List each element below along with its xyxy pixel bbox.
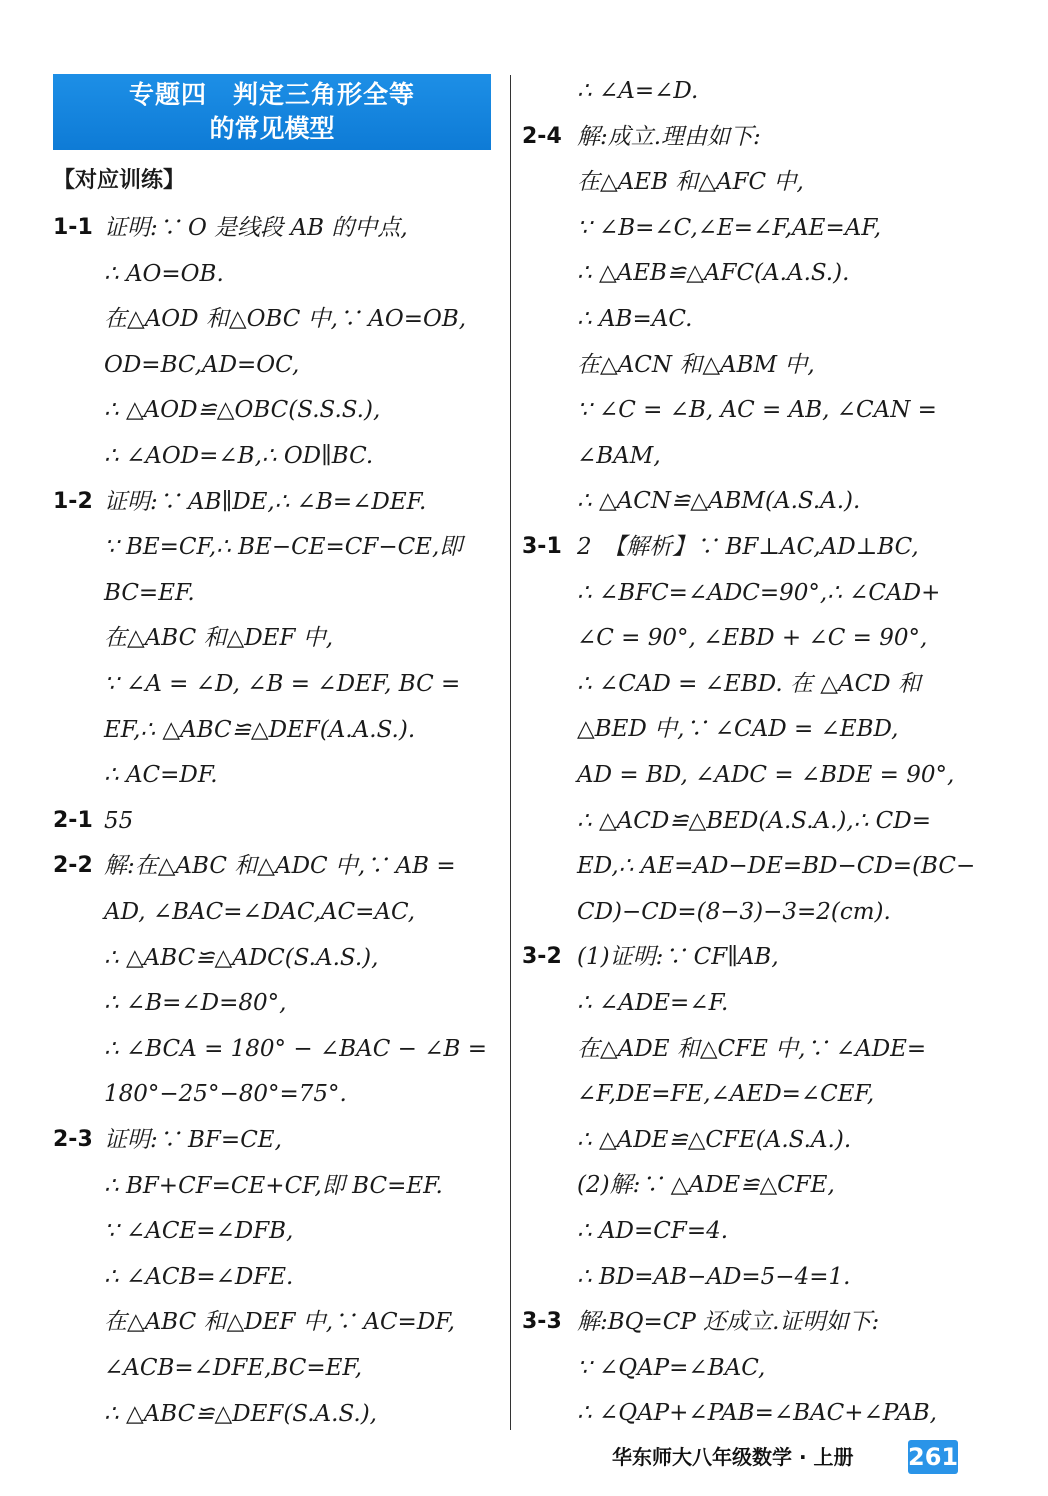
answer-line: 证明:∵ AB∥DE,∴ ∠B=∠DEF. xyxy=(104,488,427,515)
question-number: 3-1 xyxy=(522,534,562,559)
answer-line: ∠ACB=∠DFE,BC=EF, xyxy=(104,1355,363,1381)
answer-line: EF,∴ △ABC≌△DEF(A.A.S.). xyxy=(104,716,416,743)
answer-line: (1)证明:∵ CF∥AB, xyxy=(577,944,779,971)
answer-line: ∴ ∠ACB=∠DFE. xyxy=(104,1263,294,1290)
answer-line: 在△ADE 和△CFE 中,∵ ∠ADE= xyxy=(577,1035,927,1062)
answer-line: ∴ ∠CAD = ∠EBD. 在 △ACD 和 xyxy=(577,670,921,697)
answer-line: ∴ ∠A=∠D. xyxy=(577,78,699,104)
answer-line: 解:在△ABC 和△ADC 中,∵ AB = xyxy=(104,853,456,880)
answer-line: 180°−25°−80°=75°. xyxy=(104,1081,347,1108)
question-number: 1-1 xyxy=(53,215,93,240)
section-heading: 【对应训练】 xyxy=(53,168,186,193)
answer-line: AD = BD, ∠ADC = ∠BDE = 90°, xyxy=(577,762,955,788)
answer-line: ∴ ∠ADE=∠F. xyxy=(577,990,729,1016)
answer-line: 在△AEB 和△AFC 中, xyxy=(577,169,804,196)
answer-line: 2 【解析】∵ BF⊥AC,AD⊥BC, xyxy=(577,534,919,560)
answer-line: 解:BQ=CP 还成立.证明如下: xyxy=(577,1309,880,1336)
column-divider xyxy=(510,75,511,1430)
answer-line: 证明:∵ O 是线段 AB 的中点, xyxy=(104,215,408,241)
question-number: 1-2 xyxy=(53,488,93,514)
banner-title-line1: 专题四 判定三角形全等 xyxy=(128,80,415,109)
answer-line: ∴ BF+CF=CE+CF,即 BC=EF. xyxy=(104,1172,443,1199)
answer-line: ED,∴ AE=AD−DE=BD−CD=(BC− xyxy=(577,853,976,880)
answer-line: OD=BC,AD=OC, xyxy=(104,351,300,378)
answer-line: BC=EF. xyxy=(104,579,195,606)
answer-line: ∴ △AOD≌△OBC(S.S.S.), xyxy=(104,397,381,424)
answer-line: ∴ △ACD≌△BED(A.S.A.),∴ CD= xyxy=(577,807,931,834)
question-number: 2-4 xyxy=(522,123,562,149)
answer-line: ∠C = 90°, ∠EBD + ∠C = 90°, xyxy=(577,625,928,652)
answer-line: ∴ AC=DF. xyxy=(104,762,218,789)
answer-line: ∠F,DE=FE,∠AED=∠CEF, xyxy=(577,1081,875,1108)
answer-line: 在△ACN 和△ABM 中, xyxy=(577,351,815,378)
answer-line: ∴ AD=CF=4. xyxy=(577,1218,729,1244)
answer-line: △BED 中,∵ ∠CAD = ∠EBD, xyxy=(577,716,899,743)
book-title-footer: 华东师大八年级数学 · 上册 xyxy=(612,1445,854,1469)
answer-line: ∴ AB=AC. xyxy=(577,306,693,332)
question-number: 3-3 xyxy=(522,1309,562,1335)
answer-line: ∴ ∠BFC=∠ADC=90°,∴ ∠CAD+ xyxy=(577,579,941,606)
answer-line: ∵ ∠C = ∠B, AC = AB, ∠CAN = xyxy=(577,397,937,424)
answer-line: ∵ BE=CF,∴ BE−CE=CF−CE,即 xyxy=(104,534,463,561)
answer-line: ∴ BD=AB−AD=5−4=1. xyxy=(577,1263,851,1290)
answer-line: ∠BAM, xyxy=(577,442,661,469)
answer-line: 在△AOD 和△OBC 中,∵ AO=OB, xyxy=(104,306,467,333)
topic-banner xyxy=(53,74,491,150)
answer-line: 证明:∵ BF=CE, xyxy=(104,1127,282,1153)
answer-line: ∵ ∠ACE=∠DFB, xyxy=(104,1218,294,1245)
answer-line: ∴ ∠QAP+∠PAB=∠BAC+∠PAB, xyxy=(577,1400,937,1427)
question-number: 2-1 xyxy=(53,807,93,833)
answer-line: CD)−CD=(8−3)−3=2(cm). xyxy=(577,898,891,925)
banner-title-line2: 的常见模型 xyxy=(209,114,335,143)
answer-line: ∴ AO=OB. xyxy=(104,260,224,287)
question-number: 2-2 xyxy=(53,853,93,879)
answer-line: ∴ △ADE≌△CFE(A.S.A.). xyxy=(577,1126,852,1153)
answer-line: ∴ ∠BCA = 180° − ∠BAC − ∠B = xyxy=(104,1035,487,1062)
answer-line: ∴ ∠B=∠D=80°, xyxy=(104,990,287,1017)
answer-line: ∵ ∠A = ∠D, ∠B = ∠DEF, BC = xyxy=(104,671,461,697)
answer-line: 在△ABC 和△DEF 中,∵ AC=DF, xyxy=(104,1309,455,1336)
answer-line: ∴ △ABC≌△DEF(S.A.S.), xyxy=(104,1400,377,1427)
page-number: 261 xyxy=(908,1440,958,1474)
answer-line: 在△ABC 和△DEF 中, xyxy=(104,625,334,652)
answer-line: (2)解:∵ △ADE≌△CFE, xyxy=(577,1172,835,1199)
answer-line: 55 xyxy=(104,807,134,834)
answer-line: ∴ △ABC≌△ADC(S.A.S.), xyxy=(104,944,379,971)
answer-line: ∴ △AEB≌△AFC(A.A.S.). xyxy=(577,260,850,287)
answer-line: ∴ ∠AOD=∠B,∴ OD∥BC. xyxy=(104,443,374,469)
answer-line: AD, ∠BAC=∠DAC,AC=AC, xyxy=(104,899,416,925)
question-number: 2-3 xyxy=(53,1127,93,1152)
answer-line: ∵ ∠QAP=∠BAC, xyxy=(577,1354,766,1381)
answer-line: 解:成立.理由如下: xyxy=(577,123,761,150)
answer-line: ∴ △ACN≌△ABM(A.S.A.). xyxy=(577,488,861,515)
question-number: 3-2 xyxy=(522,944,562,970)
answer-line: ∵ ∠B=∠C,∠E=∠F,AE=AF, xyxy=(577,214,882,241)
